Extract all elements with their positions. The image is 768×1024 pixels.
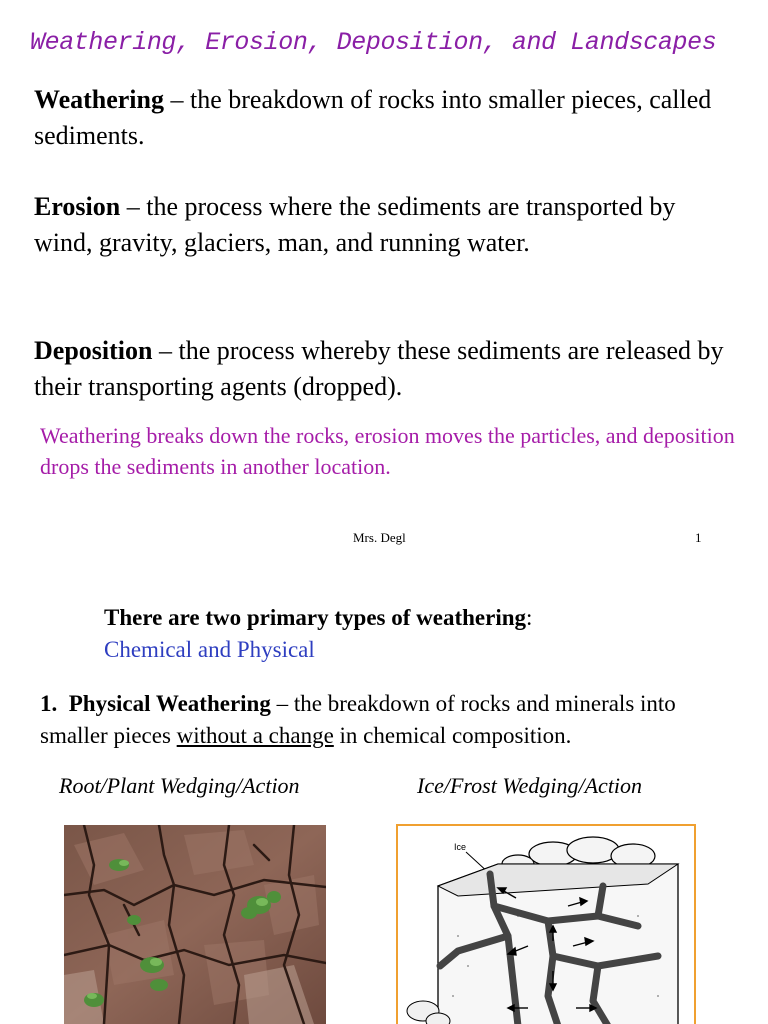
physical-number: 1.	[40, 691, 69, 716]
physical-weathering-definition	[40, 688, 740, 752]
caption-ice-wedging: Ice/Frost Wedging/Action	[417, 773, 643, 798]
summary-text: Weathering breaks down the rocks, erosion moves the particles, and deposition drops the sediments in another location.	[40, 423, 735, 479]
ice-label: Ice	[454, 842, 467, 852]
deposition-text: – the process whereby these sediments are released by their transporting agents (dropped).	[34, 336, 724, 401]
physical-term: Physical Weathering	[68, 691, 271, 716]
physical-text-2: in chemical composition.	[333, 723, 572, 748]
deposition-definition	[34, 333, 734, 405]
heading-colon: :	[526, 605, 533, 630]
weathering-types-heading	[104, 605, 532, 631]
footer-author: Mrs. Degl	[353, 530, 406, 545]
heading-text: There are two primary types of weathering	[104, 605, 527, 630]
erosion-term: Erosion	[34, 192, 121, 221]
weathering-types-subheading: Chemical and Physical	[104, 637, 315, 662]
weathering-definition	[34, 82, 734, 154]
root-wedging-photo	[64, 825, 326, 1024]
deposition-term: Deposition	[34, 336, 153, 365]
weathering-term: Weathering	[34, 85, 164, 114]
caption-root-wedging: Root/Plant Wedging/Action	[59, 773, 300, 798]
erosion-text: – the process where the sediments are transported by wind, gravity, glaciers, man, and running water.	[34, 192, 676, 257]
page-number: 1	[695, 530, 702, 545]
physical-underlined: without a change	[176, 723, 334, 748]
slide-title: Weathering, Erosion, Deposition, and Landscapes	[30, 28, 717, 57]
ice-wedging-diagram	[396, 824, 696, 1024]
physical-text-1: – the breakdown of rocks and minerals into smaller pieces	[40, 691, 676, 748]
erosion-definition	[34, 189, 734, 261]
weathering-text: – the breakdown of rocks into smaller pieces, called sediments.	[34, 85, 712, 150]
